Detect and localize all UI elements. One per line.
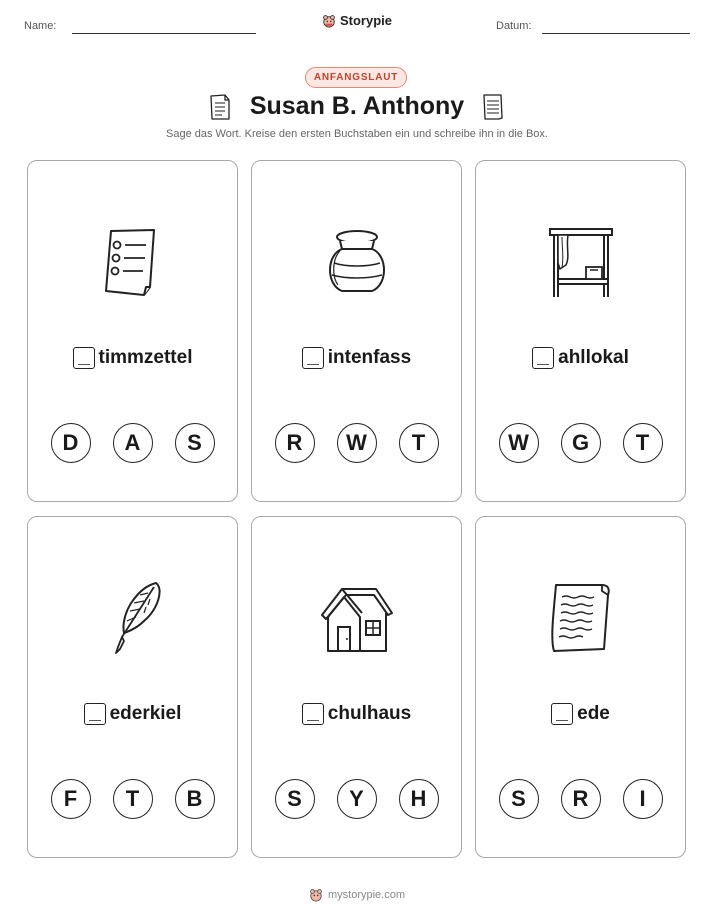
answer-box[interactable] bbox=[532, 347, 554, 369]
letter-option[interactable]: S bbox=[275, 779, 315, 819]
document-right-icon bbox=[481, 93, 505, 121]
footer-url[interactable]: mystorypie.com bbox=[327, 889, 406, 901]
answer-box[interactable] bbox=[302, 703, 324, 725]
brand bbox=[0, 13, 714, 28]
word-text: timmzettel bbox=[98, 347, 193, 368]
speech-paper-icon bbox=[542, 579, 620, 657]
name-field[interactable] bbox=[72, 33, 256, 34]
ink-pot-icon bbox=[318, 223, 396, 301]
letter-option[interactable]: H bbox=[399, 779, 439, 819]
letter-option[interactable]: W bbox=[337, 423, 377, 463]
word-row bbox=[476, 703, 685, 725]
date-field[interactable] bbox=[542, 33, 690, 34]
storypie-logo-icon bbox=[309, 888, 323, 902]
polling-booth-icon bbox=[542, 223, 620, 301]
topic-badge: ANFANGSLAUT bbox=[305, 67, 407, 88]
letter-option[interactable]: F bbox=[51, 779, 91, 819]
letter-option[interactable]: R bbox=[561, 779, 601, 819]
letter-option[interactable]: S bbox=[175, 423, 215, 463]
letter-option[interactable]: R bbox=[275, 423, 315, 463]
answer-box[interactable] bbox=[73, 347, 95, 369]
letter-options bbox=[252, 779, 461, 819]
word-text: ederkiel bbox=[109, 703, 182, 724]
checklist-paper-icon bbox=[94, 223, 172, 301]
letter-option[interactable]: T bbox=[399, 423, 439, 463]
letter-option[interactable]: B bbox=[175, 779, 215, 819]
card-1 bbox=[27, 160, 238, 502]
word-text: ahllokal bbox=[558, 347, 629, 368]
letter-option[interactable]: D bbox=[51, 423, 91, 463]
word-text: chulhaus bbox=[327, 703, 412, 724]
word-row bbox=[252, 703, 461, 725]
letter-option[interactable]: I bbox=[623, 779, 663, 819]
letter-option[interactable]: Y bbox=[337, 779, 377, 819]
word-text: intenfass bbox=[327, 347, 412, 368]
word-row bbox=[476, 347, 685, 369]
card-5 bbox=[251, 516, 462, 858]
word-text: ede bbox=[577, 703, 610, 724]
letter-option[interactable]: A bbox=[113, 423, 153, 463]
letter-option[interactable]: W bbox=[499, 423, 539, 463]
letter-option[interactable]: T bbox=[623, 423, 663, 463]
letter-options bbox=[252, 423, 461, 463]
brand-name: Storypie bbox=[339, 13, 392, 28]
card-2 bbox=[251, 160, 462, 502]
footer bbox=[0, 888, 714, 902]
answer-box[interactable] bbox=[84, 703, 106, 725]
quill-feather-icon bbox=[94, 579, 172, 657]
letter-option[interactable]: T bbox=[113, 779, 153, 819]
letter-options bbox=[28, 423, 237, 463]
card-3 bbox=[475, 160, 686, 502]
answer-box[interactable] bbox=[551, 703, 573, 725]
answer-box[interactable] bbox=[302, 347, 324, 369]
letter-options bbox=[28, 779, 237, 819]
word-row bbox=[28, 347, 237, 369]
word-row bbox=[252, 347, 461, 369]
word-row bbox=[28, 703, 237, 725]
page-title: Susan B. Anthony bbox=[249, 92, 465, 120]
card-6 bbox=[475, 516, 686, 858]
letter-options bbox=[476, 423, 685, 463]
house-icon bbox=[318, 579, 396, 657]
storypie-logo-icon bbox=[322, 14, 336, 28]
letter-option[interactable]: S bbox=[499, 779, 539, 819]
letter-options bbox=[476, 779, 685, 819]
letter-option[interactable]: G bbox=[561, 423, 601, 463]
card-4 bbox=[27, 516, 238, 858]
date-label: Datum: bbox=[496, 20, 532, 32]
name-label: Name: bbox=[24, 20, 57, 32]
instructions: Sage das Wort. Kreise den ersten Buchstaben ein und schreibe ihn in die Box. bbox=[166, 128, 548, 140]
